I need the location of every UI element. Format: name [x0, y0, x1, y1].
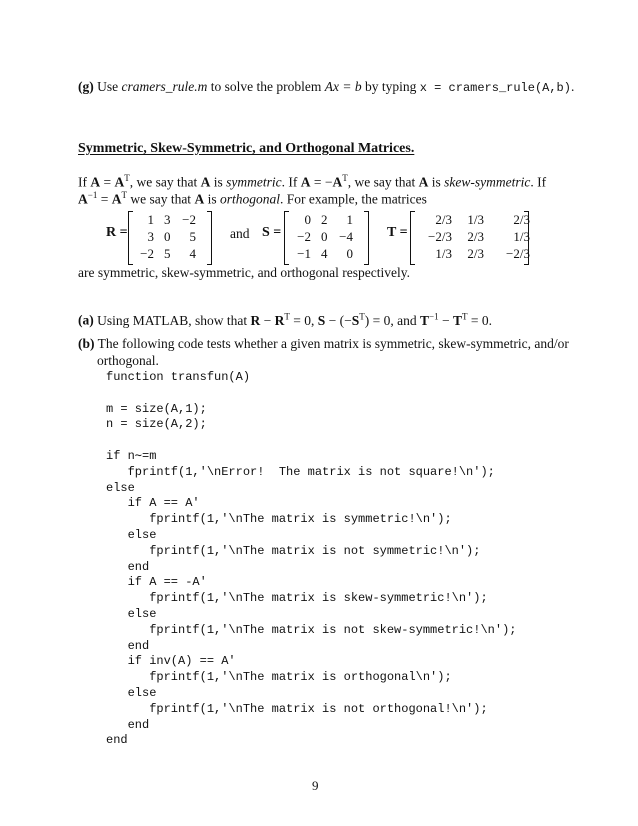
code-line: fprintf(1,'\nThe matrix is orthogonal\n');: [106, 670, 452, 685]
matrix-r: [133, 211, 201, 262]
text-segment: R: [274, 312, 285, 328]
matrix-entry: 2/3: [513, 212, 530, 227]
matrix-t-right-bracket: [524, 211, 529, 265]
text-segment: T: [284, 311, 290, 321]
section-heading: Symmetric, Skew-Symmetric, and Orthogonal Matrices.: [78, 141, 415, 156]
code-line: end: [106, 559, 150, 574]
matrix-entry: 1/3: [513, 229, 530, 244]
matrix-entry: 0: [321, 229, 328, 244]
matrix-s: [290, 211, 358, 262]
part-g-code: x = cramers_rule(A,b): [419, 81, 571, 95]
page-number: 9: [312, 778, 319, 793]
text-segment: A: [194, 191, 205, 207]
part-g-text-c: by typing: [364, 79, 417, 94]
result-line: are symmetric, skew-symmetric, and orthogonal respectively.: [78, 265, 411, 280]
matrix-r-label: R =: [106, 225, 128, 240]
code-line: fprintf(1,'\nError! The matrix is not square!\n');: [106, 464, 495, 479]
text-segment: A: [200, 174, 211, 190]
code-line: [106, 433, 516, 449]
matrix-s-left-bracket: [284, 211, 289, 265]
part-a-label: (a): [78, 312, 94, 328]
text-segment: A: [90, 174, 101, 190]
part-g-line: [78, 79, 574, 95]
part-a-line: [78, 311, 492, 329]
text-segment: orthogonal: [219, 191, 280, 207]
text-segment: − (−: [325, 312, 352, 328]
code-line: if inv(A) == A': [106, 654, 236, 669]
text-segment: R: [250, 312, 261, 328]
text-segment: is: [204, 191, 220, 207]
text-segment: is: [428, 174, 445, 190]
matrix-entry: 1: [346, 212, 353, 227]
text-segment: −1: [429, 311, 439, 321]
code-line: end: [106, 638, 150, 653]
text-segment: . If: [530, 174, 547, 190]
code-line: fprintf(1,'\nThe matrix is skew-symmetric!\n');: [106, 591, 488, 606]
matrix-entry: 1: [147, 212, 154, 227]
matrix-entry: 0: [164, 229, 171, 244]
text-segment: −1: [87, 190, 98, 200]
matrix-entry: 2: [321, 212, 328, 227]
code-line: fprintf(1,'\nThe matrix is not skew-symmetric!\n');: [106, 622, 517, 637]
text-segment: =: [97, 191, 112, 207]
text-segment: A: [300, 174, 311, 190]
matrix-entry: −2: [182, 212, 196, 227]
matrix-entry: 2/3: [467, 246, 484, 261]
text-segment: T: [452, 312, 462, 328]
matrix-entry: 0: [346, 246, 353, 261]
text-segment: , we say that: [347, 174, 419, 190]
part-a-text: [97, 313, 492, 328]
matrix-entry: 2/3: [467, 229, 484, 244]
code-line: fprintf(1,'\nThe matrix is not orthogonal!\n');: [106, 701, 488, 716]
part-g-text-b: to solve the problem: [210, 79, 322, 94]
text-segment: = 0,: [289, 312, 318, 328]
matrix-entry: −2: [140, 246, 154, 261]
matrix-entry: 5: [164, 246, 171, 261]
matrix-entry: 1/3: [467, 212, 484, 227]
code-line: n = size(A,2);: [106, 417, 207, 432]
part-b-line-2: orthogonal.: [97, 353, 159, 368]
matrix-entry: 0: [304, 212, 311, 227]
matrix-entry: 5: [189, 229, 196, 244]
matrix-s-right-bracket: [364, 211, 369, 265]
code-line: end: [106, 733, 128, 748]
code-line: fprintf(1,'\nThe matrix is symmetric!\n');: [106, 512, 452, 527]
matrix-r-right-bracket: [207, 211, 212, 265]
matrix-entry: 2/3: [435, 212, 452, 227]
text-segment: If: [78, 174, 91, 190]
matrix-entry: −4: [339, 229, 353, 244]
code-block: [106, 370, 516, 749]
text-segment: T: [124, 173, 130, 183]
code-line: if n∼=m: [106, 448, 157, 463]
text-segment: T: [342, 173, 348, 183]
code-line: else: [106, 685, 157, 700]
text-segment: −: [260, 312, 275, 328]
matrix-t-label: T =: [387, 225, 408, 240]
matrix-entry: 4: [321, 246, 328, 261]
text-segment: ) = 0, and: [364, 312, 421, 328]
text-segment: we say that: [126, 191, 195, 207]
text-segment: T: [359, 311, 365, 321]
text-segment: . For example, the matrices: [279, 191, 427, 207]
text-segment: T: [462, 311, 468, 321]
code-line: if A == -A': [106, 575, 207, 590]
part-g-text-a: Use: [97, 79, 119, 94]
and-word: and: [230, 226, 250, 241]
part-b-label: (b): [78, 336, 95, 351]
code-line: end: [106, 717, 150, 732]
text-segment: = 0.: [467, 312, 492, 328]
matrix-s-label: S =: [262, 225, 282, 240]
text-segment: A: [114, 174, 125, 190]
code-line: [106, 386, 516, 402]
part-g-equation: Ax = b: [324, 79, 362, 94]
text-segment: is: [210, 174, 227, 190]
part-b-line-1: [78, 336, 569, 352]
part-g-period: .: [570, 79, 575, 94]
code-line: else: [106, 527, 157, 542]
text-segment: T: [121, 190, 127, 200]
text-segment: A: [332, 174, 343, 190]
matrix-entry: 3: [164, 212, 171, 227]
text-segment: A: [78, 191, 88, 207]
text-segment: =: [100, 174, 115, 190]
text-segment: , we say that: [129, 174, 201, 190]
text-segment: . If: [281, 174, 301, 190]
matrix-entry: 4: [189, 246, 196, 261]
code-line: if A == A': [106, 496, 200, 511]
part-g-label: (g): [78, 79, 94, 94]
text-segment: S: [317, 312, 326, 328]
code-line: fprintf(1,'\nThe matrix is not symmetric!\n');: [106, 543, 481, 558]
text-segment: A: [418, 174, 429, 190]
matrix-entry: −1: [297, 246, 311, 261]
text-segment: −: [438, 312, 453, 328]
matrix-entry: −2: [297, 229, 311, 244]
matrix-t: [413, 211, 535, 262]
code-line: else: [106, 606, 157, 621]
intro-line-1: [78, 173, 546, 191]
code-line: else: [106, 480, 135, 495]
text-segment: Using MATLAB, show that: [97, 312, 251, 328]
matrix-entry: 1/3: [435, 246, 452, 261]
matrix-entry: −2/3: [506, 246, 530, 261]
text-segment: A: [111, 191, 122, 207]
part-g-filename: cramers_rule.m: [121, 79, 208, 94]
text-segment: skew-symmetric: [444, 174, 531, 190]
text-segment: = −: [310, 174, 333, 190]
code-line: m = size(A,1);: [106, 401, 207, 416]
matrix-entry: −2/3: [428, 229, 452, 244]
text-segment: S: [351, 312, 360, 328]
part-b-text-1: The following code tests whether a given matrix is symmetric, skew-symmetric, and/or: [97, 336, 569, 351]
intro-line-2: [78, 190, 427, 208]
text-segment: T: [420, 312, 430, 328]
code-line: function transfun(A): [106, 370, 251, 384]
text-segment: symmetric: [226, 174, 282, 190]
matrix-entry: 3: [147, 229, 154, 244]
